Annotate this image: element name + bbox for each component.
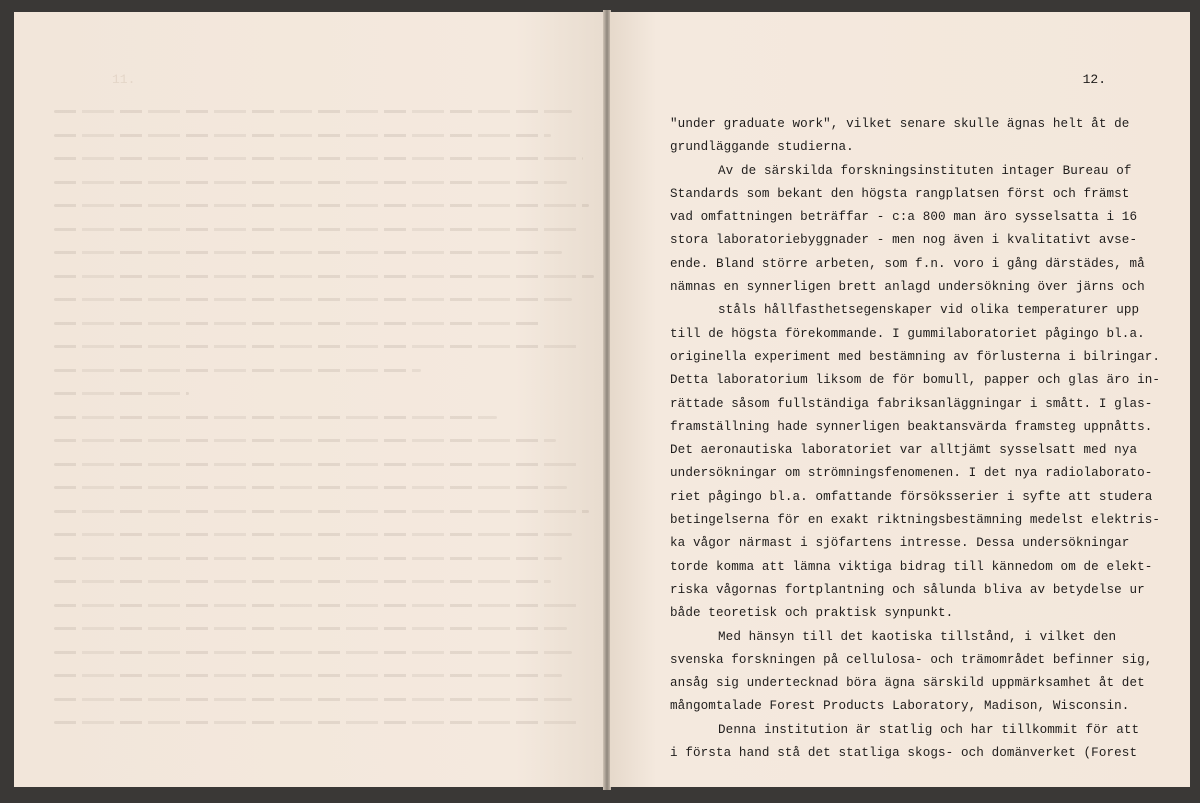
text-line: riska vågornas fortplantning och sålunda bliva av betydelse ur <box>670 582 1145 597</box>
text-line: torde komma att lämna viktiga bidrag till kännedom om de elekt- <box>670 559 1153 574</box>
text-line: ende. Bland större arbeten, som f.n. voro i gång därstädes, må <box>670 256 1145 271</box>
text-line: både teoretisk och praktisk synpunkt. <box>670 606 954 621</box>
right-page <box>610 12 1190 787</box>
text-line: grundläggande studierna. <box>670 140 854 155</box>
bleed-through-page-number: 11. <box>112 72 136 87</box>
text-line: Av de särskilda forskningsinstituten intager Bureau of <box>718 163 1132 178</box>
text-line: ansåg sig undertecknad böra ägna särskild uppmärksamhet åt det <box>670 676 1145 691</box>
bleed-through-text <box>54 110 594 745</box>
left-page <box>14 12 604 787</box>
text-line: till de högsta förekommande. I gummilaboratoriet pågingo bl.a. <box>670 326 1145 341</box>
text-line: Det aeronautiska laboratoriet var alltjämt sysselsatt med nya <box>670 443 1138 458</box>
text-line: Detta laboratorium liksom de för bomull, papper och glas äro in- <box>670 373 1161 388</box>
text-line: riet pågingo bl.a. omfattande försöksserier i syfte att studera <box>670 489 1153 504</box>
text-line: vad omfattningen beträffar - c:a 800 man äro sysselsatta i 16 <box>670 210 1138 225</box>
text-line: nämnas en synnerligen brett anlagd undersökning över järns och <box>670 280 1145 295</box>
text-line: originella experiment med bestämning av förlusterna i bilringar. <box>670 349 1161 364</box>
page-number: 12. <box>1082 72 1106 87</box>
text-line: undersökningar om strömningsfenomenen. I det nya radiolaborato- <box>670 466 1153 481</box>
typewritten-text <box>670 113 1161 765</box>
text-line: i första hand stå det statliga skogs- och domänverket (Forest <box>670 746 1138 761</box>
text-line: framställning hade synnerligen beaktansvärda framsteg uppnåtts. <box>670 419 1153 434</box>
text-line: ka vågor närmast i sjöfartens intresse. Dessa undersökningar <box>670 536 1130 551</box>
text-line: svenska forskningen på cellulosa- och trämområdet befinner sig, <box>670 652 1153 667</box>
text-line: mångomtalade Forest Products Laboratory, Madison, Wisconsin. <box>670 699 1130 714</box>
text-line: rättade såsom fullständiga fabriksanläggningar i smått. I glas- <box>670 396 1153 411</box>
text-line: Med hänsyn till det kaotiska tillstånd, i vilket den <box>718 629 1117 644</box>
text-line: Standards som bekant den högsta rangplatsen först och främst <box>670 186 1130 201</box>
text-line: stora laboratoriebyggnader - men nog även i kvalitativt avse- <box>670 233 1138 248</box>
text-line: betingelserna för en exakt riktningsbestämning medelst elektris- <box>670 513 1161 528</box>
text-line: ståls hållfasthetsegenskaper vid olika temperaturer upp <box>718 303 1140 318</box>
text-line: Denna institution är statlig och har tillkommit för att <box>718 722 1140 737</box>
text-line: "under graduate work", vilket senare skulle ägnas helt åt de <box>670 117 1130 131</box>
